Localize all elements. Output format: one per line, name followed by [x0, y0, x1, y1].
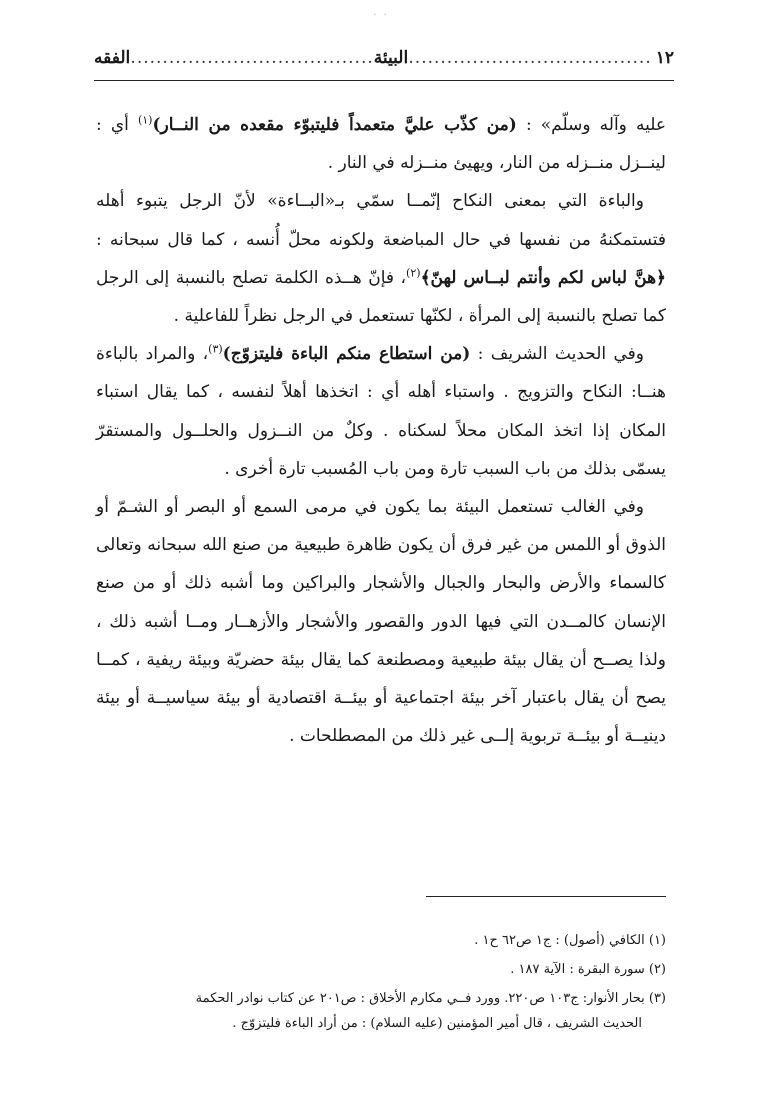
quran-quote: ﴿هنَّ لباس لكم وأنتم لبــاس لهنّ﴾ [420, 267, 666, 288]
footnote-1: (١) الكافي (أصول) : ج١ ص٦٢ ح١ . [474, 933, 666, 948]
hadith-quote: (من استطاع منكم الباءة فليتزوّج) [222, 344, 471, 365]
page-number: ١٢ [655, 48, 674, 68]
section-title: الفقه [94, 48, 131, 68]
footnote-3: (٣) بحار الأنوار: ج١٠٣ ص٢٢٠. وورد فــي مكارم الأخلاق : ص٢٠١ عن كتاب نوادر الحكمة [195, 991, 666, 1006]
footnote-ref-1: (١) [137, 113, 153, 127]
main-text [96, 106, 666, 755]
footnotes [96, 928, 666, 1040]
hadith-quote: (من كذّب عليَّ متعمداً فليتبوّء مقعده من النــار) [152, 115, 517, 135]
header-rule [94, 80, 674, 81]
running-header [94, 48, 674, 76]
footnote-2: (٢) سورة البقرة : الآية ١٨٧ . [510, 962, 666, 977]
chapter-title: البيئة [373, 48, 409, 68]
paragraph-3: وفي الحديث الشريف : (من استطاع منكم الباءة فليتزوّج)$^{(٣)}$، والمراد بالباءة هنــا: النكاح والتزويج . واستباء أهله أي : اتخذها أهلاً لنفسه ، كما يقال استباء المكان إذا اتخذ المكان محلاً لسكناه . وكلٌ من النــزول والحلــول والمستقرّ يسمّى بذلك من باب السبب تارة ومن باب المُسبب تارة أخرى . [96, 342, 666, 479]
footnote-separator [426, 896, 666, 897]
paragraph-2: والباءة التي بمعنى النكاح إنّمــا سمّي بـ«البــاءة» لأنّ الرجل يتبوء أهله فتستمكنهُ من نفسها في حال المباضعة ولكونه محلّ أُنسه ، كما قال سبحانه : ﴿هنَّ لباس لكم وأنتم لبــاس لهنّ﴾$^{(٢)}$، فإنّ هــذه الكلمة تصلح بالنسبة إلى الرجل كما تصلح بالنسبة إلى المرأة ، لكنّها تستعمل في الرجل نظراً للفاعلية . [96, 191, 666, 327]
scan-mark: · · [373, 10, 389, 21]
footnote-ref-2: (٢) [406, 266, 421, 280]
footnote-3-continued: الحديث الشريف ، قال أمير المؤمنين (عليه السلام) : من أراد الباءة فليتزوّج . [232, 1016, 642, 1031]
paragraph-1: عليه وآله وسلّم» : (من كذّب عليَّ متعمداً فليتبوّء مقعده من النــار)$^{(١)}$ أي : لينــزل منــزله من النار، ويهيئ منــزله في النار . [96, 113, 666, 174]
paragraph-4: وفي الغالب تستعمل البيئة بما يكون في مرمى السمع أو البصر أو الشـمّ أو الذوق أو اللمس من غير فرق أن يكون ظاهرة طبيعية من صنع الله سبحانه وتعالى كالسماء والأرض والبحار والجبال والأشجار والبراكين وما أشبه ذلك أو من صنع الإنسان كالمــدن التي فيها الدور والقصور والأشجار والأزهــار ومــا أشبه ذلك ، ولذا يصــح أن يقال بيئة طبيعية ومصطنعة كما يقال بيئة حضريّة وبيئة ريفية ، كمــا يصح أن يقال باعتبار آخر بيئة اجتماعية أو بيئــة اقتصادية أو بيئة سياسيــة أو بيئة دينيــة أو بيئــة تربوية إلــى غير ذلك من المصطلحات . [96, 497, 666, 747]
footnote-ref-3: (٣) [208, 342, 223, 356]
leader-dots [408, 48, 652, 68]
leader-dots [130, 48, 374, 68]
